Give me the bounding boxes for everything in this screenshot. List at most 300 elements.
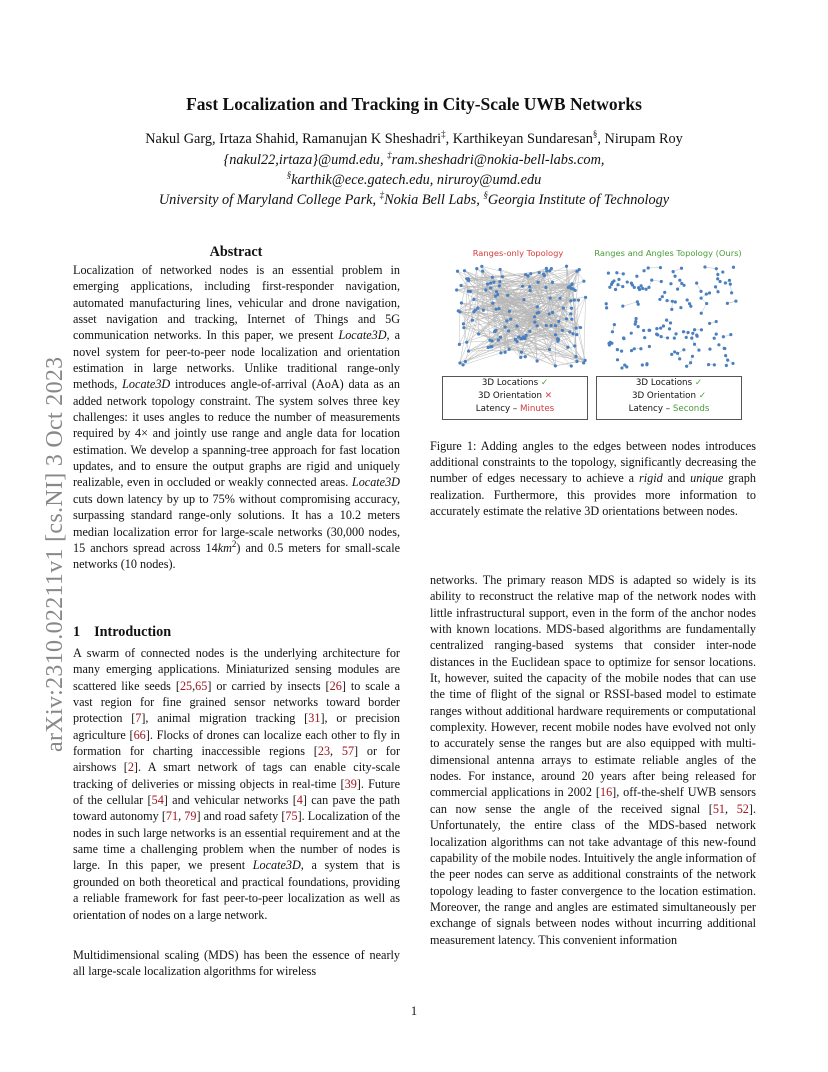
figure-1-caption: Figure 1: Adding angles to the edges between nodes introduces additional constraints to the topology, significantly decreasing the number of edges necessary to achieve a rigid and unique graph realization. Furthermore, this provides more information to accurately estimate the relative 3D orientations between nodes.: [430, 439, 756, 518]
graph-node: [616, 348, 619, 351]
graph-node: [647, 266, 650, 269]
citation-link[interactable]: 75: [285, 809, 298, 824]
graph-node: [458, 343, 461, 346]
introduction-paragraph-2: Multidimensional scaling (MDS) has been the essence of nearly all large-scale localization algorithms for wireless: [73, 948, 400, 979]
graph-node: [486, 283, 489, 286]
graph-node: [484, 288, 487, 291]
graph-node: [693, 343, 696, 346]
graph-node: [464, 360, 467, 363]
citation-link[interactable]: 7: [135, 711, 142, 726]
graph-node: [568, 285, 571, 288]
graph-node: [729, 283, 732, 286]
graph-node: [551, 311, 554, 314]
graph-node: [707, 363, 710, 366]
graph-node: [670, 353, 673, 356]
graph-node: [666, 336, 669, 339]
graph-node: [544, 286, 547, 289]
graph-node: [554, 364, 557, 367]
graph-node: [639, 347, 642, 350]
graph-node: [550, 324, 553, 327]
author-affiliations: University of Maryland College Park, ‡Nokia Bell Labs, §Georgia Institute of Technology: [158, 190, 670, 208]
graph-node: [529, 272, 532, 275]
citation-link[interactable]: 4: [296, 793, 303, 808]
graph-node: [679, 306, 682, 309]
graph-node: [715, 320, 718, 323]
graph-node: [659, 266, 662, 269]
graph-node: [728, 279, 731, 282]
graph-node: [680, 267, 683, 270]
graph-node: [725, 364, 728, 367]
paper-title: Fast Localization and Tracking in City-Scale UWB Networks: [186, 94, 642, 114]
graph-node: [570, 318, 573, 321]
arxiv-identifier: arXiv:2310.02211v1 [cs.NI] 3 Oct 2023: [42, 356, 68, 752]
graph-node: [506, 294, 509, 297]
graph-node: [647, 286, 650, 289]
graph-node: [718, 280, 721, 283]
graph-node: [499, 336, 502, 339]
graph-node: [573, 299, 576, 302]
graph-node: [673, 350, 676, 353]
graph-node: [730, 291, 733, 294]
graph-node: [458, 310, 461, 313]
graph-edge: [705, 267, 716, 269]
graph-node: [515, 340, 518, 343]
graph-node: [608, 343, 611, 346]
graph-node: [671, 300, 674, 303]
citation-link[interactable]: 66: [133, 727, 146, 742]
right-column-paragraph: networks. The primary reason MDS is adapted so widely is its ability to reconstruct the relative map of the network nodes with little infrastructural support, even in the form of the anchor nodes with known locations. MDS-based algorithms are fundamentally centralized ranging-based systems that consider inter-node distances in the Euclidean space to optimize for sensor locations. It, however, suited the capacity of the mobile nodes that can use the time of flight of the signal or RSSI-based model to estimate ranges without additional hardware requirements or computational complexity. However, recent mobile nodes have evolved not only to accurately sense the ranges but are also equipped with multi-dimensional antenna arrays to estimate reliable angles of the nodes. For instance, around 20 years after being released for commercial applications in 2002 [16], off-the-shelf UWB sensors can now sense the angle of the received signal [51, 52]. Unfortunately, the entire class of the MDS-based network localization algorithms can not take advantage of this new-found capability of the mobile nodes. Intuitively the angle information of the peer nodes can serve as additional constraints of the network topology leading to faster convergence to the location estimation. Moreover, the range and angles are estimated simultaneously per exchange of signals between nodes without incurring additional measurement latency. This convenient information: [430, 573, 756, 947]
graph-node: [481, 270, 484, 273]
graph-node: [508, 348, 511, 351]
graph-node: [551, 281, 554, 284]
graph-node: [616, 358, 619, 361]
graph-node: [622, 336, 625, 339]
graph-node: [615, 271, 618, 274]
graph-node: [490, 339, 493, 342]
graph-node: [611, 281, 614, 284]
introduction-paragraph-1: A swarm of connected nodes is the underlying architecture for many emerging applications. Miniaturized sensing modules are scattered like seeds [25,65] or carried by insects [26] to scale a vast region for fine grained sensor networks toward border protection [7], animal migration tracking [31], or precision agriculture [66]. Flocks of drones can localize each other to fly in formation for charting inaccessible regions [23, 57] or for airshows [2]. A smart network of tags can enable city-scale tracking of deliveries or missing objects in real-time [39]. Future of the cellular [54] and vehicular networks [4] can pave the path toward autonomy [71, 79] and road safety [75]. Localization of the nodes in such large networks is an essential requirement and at the same time a challenging problem when the number of nodes is large. In this paper, we present Locate3D, a system that is grounded on both theoretical and practical foundations, providing a reliable framework for fast peer-to-peer localization as well as orientation of nodes on a large network.: [73, 646, 401, 922]
graph-node: [557, 320, 560, 323]
graph-node: [634, 317, 637, 320]
citation-link[interactable]: 23: [317, 744, 331, 759]
graph-node: [562, 306, 565, 309]
graph-node: [476, 306, 479, 309]
graph-node: [461, 363, 464, 366]
graph-node: [731, 362, 734, 365]
graph-node: [682, 330, 685, 333]
graph-node: [716, 290, 719, 293]
graph-node: [565, 317, 568, 320]
graph-node: [455, 288, 458, 291]
graph-node: [504, 325, 507, 328]
graph-node: [528, 285, 531, 288]
graph-node: [584, 359, 587, 362]
graph-node: [568, 330, 571, 333]
graph-node: [682, 348, 685, 351]
graph-node: [458, 361, 461, 364]
graph-node: [641, 287, 644, 290]
graph-node: [536, 359, 539, 362]
graph-node: [685, 365, 688, 368]
graph-node: [523, 336, 526, 339]
graph-node: [499, 351, 502, 354]
graph-node: [669, 321, 672, 324]
ranges-only-topology-graph: [452, 262, 590, 372]
graph-node: [463, 269, 466, 272]
graph-node: [538, 271, 541, 274]
graph-node: [665, 299, 668, 302]
graph-node: [491, 276, 494, 279]
graph-node: [471, 319, 474, 322]
graph-node: [659, 326, 662, 329]
graph-node: [695, 281, 698, 284]
graph-node: [630, 332, 633, 335]
graph-node: [489, 286, 492, 289]
citation-link[interactable]: 52: [736, 801, 749, 816]
graph-node: [558, 296, 561, 299]
citation-link[interactable]: 54: [151, 793, 164, 808]
graph-node: [496, 293, 499, 296]
graph-node: [697, 349, 700, 352]
graph-node: [465, 277, 468, 280]
graph-node: [495, 290, 498, 293]
graph-node: [721, 270, 724, 273]
graph-node: [665, 319, 668, 322]
graph-node: [582, 280, 585, 283]
graph-node: [715, 333, 718, 336]
graph-node: [503, 351, 506, 354]
graph-node: [549, 296, 552, 299]
graph-node: [630, 281, 633, 284]
graph-edge: [584, 297, 586, 363]
graph-edge: [459, 312, 460, 344]
graph-node: [575, 326, 578, 329]
graph-node: [622, 272, 625, 275]
graph-node: [724, 281, 727, 284]
graph-node: [569, 312, 572, 315]
graph-node: [650, 279, 653, 282]
graph-node: [726, 359, 729, 362]
graph-node: [575, 360, 578, 363]
graph-edge: [701, 304, 706, 314]
graph-node: [715, 267, 718, 270]
graph-node: [626, 280, 629, 283]
graph-node: [545, 267, 548, 270]
graph-node: [689, 305, 692, 308]
graph-node: [716, 273, 719, 276]
graph-node: [673, 336, 676, 339]
graph-node: [643, 336, 646, 339]
graph-node: [497, 307, 500, 310]
graph-node: [572, 287, 575, 290]
graph-node: [633, 286, 636, 289]
graph-node: [472, 310, 475, 313]
graph-node: [554, 333, 557, 336]
graph-node: [722, 335, 725, 338]
graph-node: [614, 288, 617, 291]
graph-node: [508, 310, 511, 313]
ranges-only-results-box: 3D Locations ✓ 3D Orientation ✕ Latency – Minutes: [442, 376, 588, 420]
graph-node: [465, 341, 468, 344]
graph-node: [621, 285, 624, 288]
graph-node: [714, 285, 717, 288]
graph-node: [705, 292, 708, 295]
check-icon: ✓: [694, 378, 703, 388]
graph-node: [660, 335, 663, 338]
graph-node: [700, 297, 703, 300]
graph-node: [545, 324, 548, 327]
graph-node: [625, 365, 628, 368]
graph-node: [642, 269, 645, 272]
graph-node: [607, 271, 610, 274]
graph-node: [573, 344, 576, 347]
graph-node: [577, 299, 580, 302]
graph-node: [608, 286, 611, 289]
graph-node: [723, 347, 726, 350]
graph-node: [676, 288, 679, 291]
graph-node: [462, 326, 465, 329]
graph-node: [528, 330, 531, 333]
graph-node: [561, 329, 564, 332]
graph-node: [548, 312, 551, 315]
graph-node: [475, 267, 478, 270]
graph-node: [705, 302, 708, 305]
graph-node: [716, 277, 719, 280]
graph-node: [732, 266, 735, 269]
graph-node: [536, 305, 539, 308]
graph-node: [663, 291, 666, 294]
graph-node: [490, 345, 493, 348]
graph-node: [662, 324, 665, 327]
cross-icon: ✕: [544, 390, 553, 401]
graph-node: [703, 265, 706, 268]
abstract-body: Localization of networked nodes is an essential problem in emerging applications, including first-responder navigation, automated manufacturing lines, vehicular and drone navigation, asset navigation and tracking, Internet of Things and 5G communication networks. In this paper, we present Locate3D, a novel system for peer-to-peer node localization and orientation estimation in large networks. Unlike traditional range-only methods, Locate3D introduces angle-of-arrival (AoA) data as an added network topology constraint. The system solves three key challenges: it uses angles to reduce the number of measurements required by 4× and jointly use range and angle data for location estimation. We develop a spanning-tree approach for fast location updates, and to ensure the output graphs are rigid and uniquely realizable, even in occluded or weakly connected areas. Locate3D cuts down latency by up to 75% without compromising accuracy, surpassing standard range-only solutions. It has a 10.2 meters median localization error for large-scale networks (30,000 nodes, 15 anchors spread across $14km^2$) and 0.5 meters for small-scale networks (10 nodes).: [73, 263, 401, 572]
graph-node: [493, 330, 496, 333]
check-icon: ✓: [698, 390, 707, 401]
graph-node: [524, 273, 527, 276]
graph-node: [482, 309, 485, 312]
graph-node: [498, 280, 501, 283]
citation-link[interactable]: 39: [344, 776, 357, 791]
graph-node: [674, 332, 677, 335]
page-number: 1: [410, 1004, 418, 1018]
graph-node: [492, 281, 495, 284]
graph-edge: [477, 269, 479, 334]
graph-node: [678, 279, 681, 282]
citation-link[interactable]: 57: [341, 744, 355, 759]
graph-node: [571, 332, 574, 335]
graph-node: [630, 349, 633, 352]
graph-node: [456, 270, 459, 273]
graph-node: [686, 298, 689, 301]
graph-node: [620, 349, 623, 352]
graph-node: [460, 301, 463, 304]
graph-node: [505, 319, 508, 322]
graph-node: [497, 338, 500, 341]
author-emails-2: §karthik@ece.gatech.edu, niruroy@umd.edu: [286, 170, 542, 188]
graph-node: [579, 326, 582, 329]
graph-node: [648, 329, 651, 332]
graph-node: [674, 300, 677, 303]
graph-node: [635, 275, 638, 278]
graph-node: [621, 305, 624, 308]
graph-node: [708, 291, 711, 294]
graph-node: [648, 345, 651, 348]
graph-node: [713, 363, 716, 366]
graph-edge: [623, 302, 638, 306]
graph-node: [507, 329, 510, 332]
graph-node: [524, 355, 527, 358]
graph-node: [574, 355, 577, 358]
graph-node: [672, 270, 675, 273]
citation-link[interactable]: 79: [184, 809, 197, 824]
graph-node: [537, 311, 540, 314]
graph-node: [617, 278, 620, 281]
graph-node: [533, 321, 536, 324]
graph-node: [467, 290, 470, 293]
graph-node: [489, 281, 492, 284]
graph-node: [641, 363, 644, 366]
graph-node: [726, 302, 729, 305]
graph-node: [699, 290, 702, 293]
graph-node: [584, 296, 587, 299]
graph-node: [636, 300, 639, 303]
graph-node: [529, 289, 532, 292]
graph-node: [543, 274, 546, 277]
graph-node: [519, 356, 522, 359]
abstract-heading: Abstract: [209, 244, 263, 260]
graph-node: [494, 308, 497, 311]
graph-node: [637, 286, 640, 289]
graph-node: [487, 346, 490, 349]
graph-node: [613, 323, 616, 326]
graph-node: [633, 347, 636, 350]
graph-node: [462, 322, 465, 325]
graph-node: [668, 327, 671, 330]
graph-node: [644, 288, 647, 291]
graph-node: [685, 336, 688, 339]
graph-node: [570, 364, 573, 367]
graph-node: [498, 284, 501, 287]
graph-node: [522, 298, 525, 301]
graph-node: [480, 265, 483, 268]
citation-link[interactable]: 51: [712, 801, 726, 816]
graph-node: [642, 329, 645, 332]
graph-node: [550, 267, 553, 270]
figure-label-ranges-angles: Ranges and Angles Topology (Ours): [594, 248, 742, 258]
graph-node: [520, 351, 523, 354]
graph-node: [477, 332, 480, 335]
graph-node: [491, 302, 494, 305]
graph-node: [517, 335, 520, 338]
graph-node: [678, 357, 681, 360]
citation-link[interactable]: 2: [127, 760, 134, 775]
graph-node: [569, 299, 572, 302]
graph-node: [620, 366, 623, 369]
graph-node: [634, 320, 637, 323]
graph-node: [605, 302, 608, 305]
graph-node: [509, 317, 512, 320]
graph-node: [521, 285, 524, 288]
graph-node: [498, 268, 501, 271]
graph-node: [693, 328, 696, 331]
graph-node: [691, 332, 694, 335]
graph-node: [670, 308, 673, 311]
citation-link[interactable]: 25: [179, 678, 193, 693]
graph-node: [536, 324, 539, 327]
ranges-angles-topology-graph: [602, 262, 740, 372]
graph-node: [575, 270, 578, 273]
graph-node: [713, 337, 716, 340]
graph-node: [724, 354, 727, 357]
graph-node: [717, 343, 720, 346]
graph-node: [536, 281, 539, 284]
graph-node: [548, 348, 551, 351]
figure-label-ranges-only: Ranges-only Topology: [472, 248, 564, 258]
graph-node: [689, 361, 692, 364]
graph-node: [656, 333, 659, 336]
graph-node: [605, 306, 608, 309]
graph-node: [690, 336, 693, 339]
graph-node: [676, 352, 679, 355]
citation-link[interactable]: 65: [195, 678, 208, 693]
graph-node: [637, 325, 640, 328]
graph-node: [695, 333, 698, 336]
citation-link[interactable]: 16: [599, 785, 613, 800]
graph-node: [556, 337, 559, 340]
graph-node: [680, 282, 683, 285]
graph-node: [566, 346, 569, 349]
graph-node: [616, 283, 619, 286]
graph-node: [686, 331, 689, 334]
graph-node: [729, 333, 732, 336]
graph-node: [669, 282, 672, 285]
graph-node: [691, 355, 694, 358]
graph-node: [554, 324, 557, 327]
graph-node: [459, 284, 462, 287]
ranges-angles-results-box: 3D Locations ✓ 3D Orientation ✓ Latency – Seconds: [596, 376, 742, 420]
graph-node: [700, 328, 703, 331]
graph-node: [661, 295, 664, 298]
graph-node: [645, 363, 648, 366]
graph-node: [673, 275, 676, 278]
graph-edge: [555, 361, 577, 365]
graph-node: [611, 330, 614, 333]
graph-node: [515, 324, 518, 327]
check-icon: ✓: [540, 378, 549, 388]
graph-edge: [464, 328, 469, 351]
citation-link[interactable]: 71: [165, 809, 179, 824]
graph-node: [501, 275, 504, 278]
graph-node: [734, 300, 737, 303]
graph-node: [700, 312, 703, 315]
graph-node: [467, 349, 470, 352]
graph-node: [565, 265, 568, 268]
citation-link[interactable]: 26: [329, 678, 342, 693]
citation-link[interactable]: 31: [308, 711, 321, 726]
graph-node: [660, 280, 663, 283]
graph-node: [570, 307, 573, 310]
graph-node: [655, 327, 658, 330]
graph-node: [472, 298, 475, 301]
section-heading-introduction: 1 Introduction: [73, 624, 172, 640]
graph-node: [708, 322, 711, 325]
graph-node: [575, 333, 578, 336]
graph-node: [708, 348, 711, 351]
author-emails-1: {nakul22,irtaza}@umd.edu, ‡ram.sheshadri@nokia-bell-labs.com,: [223, 150, 605, 168]
graph-node: [658, 298, 661, 301]
author-list: Nakul Garg, Irtaza Shahid, Ramanujan K Sheshadri‡, Karthikeyan Sundaresan§, Nirupam Roy: [145, 129, 683, 147]
